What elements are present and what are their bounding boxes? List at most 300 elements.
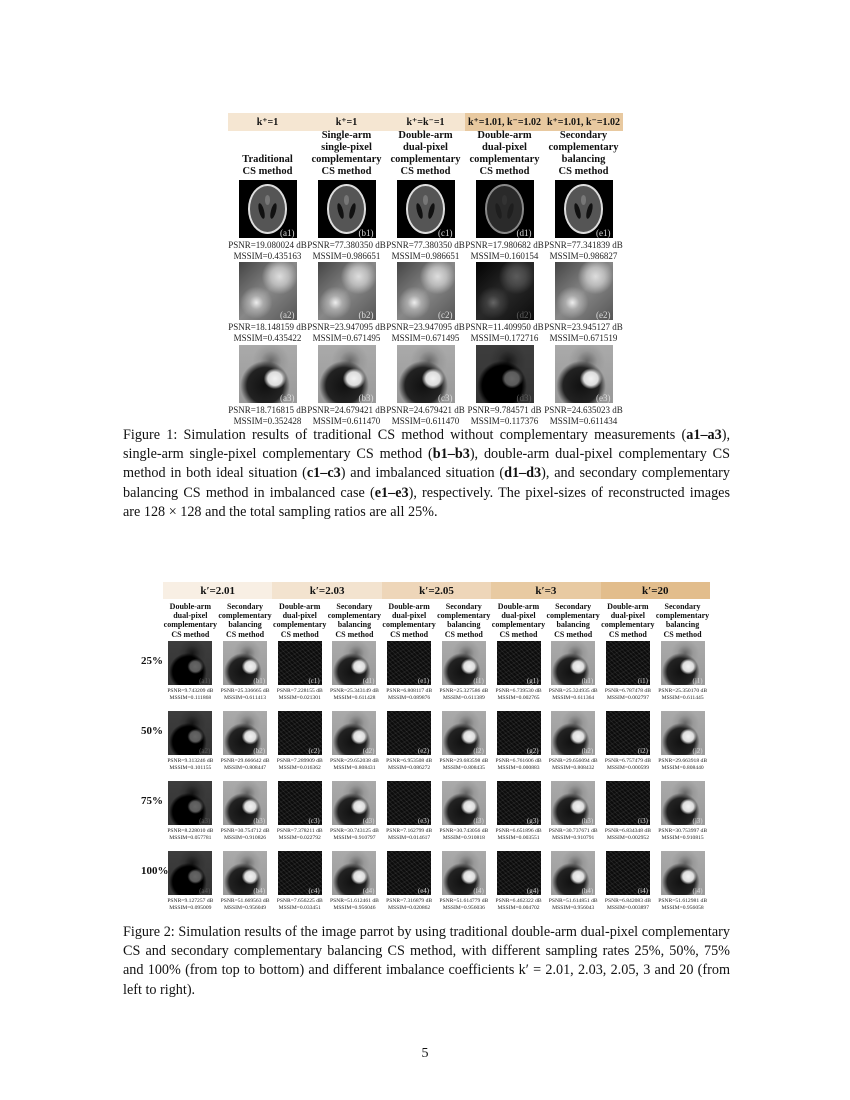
image-label: (d2) [362,747,375,755]
method-label: Secondary complementary balancing CS method [218,602,272,639]
image-label: (c1) [438,228,453,238]
mssim-value: MSSIM=0.435422 [233,332,302,343]
noise-image [278,711,322,755]
result-cell [386,262,465,344]
psnr-value: PSNR=23.947095 dB [307,322,386,332]
result-cell [163,851,218,911]
metrics [382,828,437,841]
metrics [386,240,465,262]
noise-image [606,851,650,895]
caption-text: Figure 1: Simulation results of traditional CS method without complementary measurements ( [123,427,687,443]
mssim-value: MSSIM=0.986651 [312,250,381,261]
result-cell [327,641,382,701]
psnr-value: PSNR=29.652038 dB [330,758,379,764]
result-cell [228,262,307,344]
mssim-value: MSSIM=0.910797 [333,834,376,841]
caption-ref: b1–b3 [432,446,470,463]
metrics [655,688,710,701]
image-label: (f3) [473,817,484,825]
result-cell [386,180,465,262]
result-cell [382,711,437,771]
mssim-value: MSSIM=0.671495 [312,332,381,343]
mssim-value: MSSIM=0.956036 [442,904,485,911]
psnr-value: PSNR=7.378211 dB [276,828,323,834]
mssim-value: MSSIM=0.004702 [497,904,540,911]
parrot-image [332,851,376,895]
result-cell [601,641,656,701]
method-label: Double-arm dual-pixel complementary CS method [491,602,546,639]
metrics [546,688,601,701]
phantom-ellipse [406,184,445,234]
parrot-image [332,641,376,685]
mssim-value: MSSIM=0.002952 [606,834,650,841]
image-label: (g2) [526,747,539,755]
metrics [327,828,382,841]
result-cell [465,180,544,262]
psnr-value: PSNR=24.679421 dB [307,405,386,415]
sampling-rate-label: 25% [141,655,163,667]
column-header: k′=3 [491,582,600,599]
psnr-value: PSNR=51.669563 dB [220,898,270,904]
image-label: (g1) [526,677,539,685]
psnr-value: PSNR=6.842083 dB [604,898,651,904]
metrics [228,240,307,262]
metrics [601,898,656,911]
mssim-value: MSSIM=0.611428 [333,694,376,701]
psnr-value: PSNR=6.787478 dB [604,688,651,694]
psnr-value: PSNR=7.656225 dB [276,898,323,904]
mssim-value: MSSIM=0.611470 [312,415,381,426]
noise-image [606,641,650,685]
parrot-image [332,781,376,825]
metrics [307,240,386,262]
result-cell [228,180,307,262]
metrics [307,322,386,344]
result-cell [546,781,601,841]
mssim-value: MSSIM=0.003897 [606,904,650,911]
mssim-value: MSSIM=0.002797 [606,694,650,701]
metrics [382,898,437,911]
noise-image [497,711,541,755]
phantom-left-lobe [415,203,424,219]
parrot-image [442,711,486,755]
image-label: (c4) [308,887,320,895]
psnr-value: PSNR=29.666642 dB [220,758,270,764]
psnr-value: PSNR=6.462322 dB [495,898,542,904]
figure-2-header-row [163,582,710,599]
metrics [218,828,273,841]
result-cell [491,781,546,841]
image-label: (d3) [516,393,532,403]
mssim-value: MSSIM=0.808440 [661,764,704,771]
metrics [465,240,544,262]
image-label: (h1) [581,677,594,685]
phantom-image [397,180,455,238]
mssim-value: MSSIM=0.671495 [391,332,460,343]
parrot-image [551,781,595,825]
mssim-value: MSSIM=0.986827 [549,250,618,261]
column-header: k′=2.03 [272,582,381,599]
mssim-value: MSSIM=0.956043 [552,904,595,911]
result-cell [465,345,544,427]
image-label: (h4) [581,887,594,895]
result-cell [491,711,546,771]
column-header: k⁺=k⁻=1 [386,113,465,131]
image-label: (i3) [637,817,648,825]
caption-text: ), and secondary complementary balancing CS method in imbalanced case ( [123,465,730,501]
phantom-left-lobe [336,203,345,219]
metrics [386,405,465,427]
image-label: (i2) [637,747,648,755]
image-label: (e4) [417,887,430,895]
image-label: (g4) [526,887,539,895]
result-cell [307,180,386,262]
psnr-value: PSNR=6.761606 dB [495,758,542,764]
noise-image [606,711,650,755]
page-number: 5 [421,1046,429,1061]
mssim-value: MSSIM=0.160154 [470,250,539,261]
psnr-value: PSNR=29.683598 dB [439,758,489,764]
caption-text: ), single-arm single-pixel complementary CS method ( [123,427,730,463]
psnr-value: PSNR=19.080024 dB [228,240,307,250]
result-cell [218,781,273,841]
parrot-image [661,781,705,825]
image-label: (d3) [362,817,375,825]
phantom-right-lobe [269,203,278,219]
mssim-value: MSSIM=0.033451 [278,904,321,911]
metrics [307,405,386,427]
result-cell [437,641,492,701]
psnr-value: PSNR=51.612981 dB [658,898,708,904]
parrot-image [551,851,595,895]
psnr-value: PSNR=77.380350 dB [386,240,465,250]
result-cell [163,641,218,701]
parrot-image [442,851,486,895]
image-label: (a2) [199,747,211,755]
mssim-value: MSSIM=0.808447 [223,764,267,771]
psnr-value: PSNR=30.754712 dB [220,828,270,834]
mssim-value: MSSIM=0.910818 [442,834,485,841]
result-cell [382,641,437,701]
mssim-value: MSSIM=0.000599 [606,764,650,771]
noise-image [387,781,431,825]
result-cell [386,345,465,427]
mssim-value: MSSIM=0.956049 [223,904,267,911]
image-label: (c2) [438,310,453,320]
mssim-value: MSSIM=0.016362 [278,764,321,771]
psnr-value: PSNR=25.350170 dB [658,688,708,694]
mssim-value: MSSIM=0.117376 [470,415,539,426]
psnr-value: PSNR=77.341839 dB [544,240,623,250]
result-cell [655,711,710,771]
parrot-image [551,641,595,685]
metrics [437,828,492,841]
mssim-value: MSSIM=0.910791 [552,834,595,841]
result-cell [327,711,382,771]
metrics [382,688,437,701]
result-cell [327,781,382,841]
noise-image [387,851,431,895]
image-label: (f1) [473,677,484,685]
parrot-image [239,345,297,403]
psnr-value: PSNR=29.656094 dB [548,758,598,764]
mssim-value: MSSIM=0.611364 [552,694,595,701]
result-cell [272,641,327,701]
mssim-value: MSSIM=0.808432 [552,764,595,771]
psnr-value: PSNR=17.980682 dB [465,240,544,250]
mssim-value: MSSIM=0.111868 [169,694,212,701]
mssim-value: MSSIM=0.003551 [497,834,540,841]
phantom-center [423,195,429,205]
noise-image [387,711,431,755]
parrot dim-image [168,711,212,755]
image-label: (e1) [417,677,430,685]
method-label: Secondary complementary balancing CS method [546,602,600,639]
parrot-image [223,781,267,825]
psnr-value: PSNR=6.739530 dB [495,688,542,694]
method-label: Secondary complementary balancing CS method [548,129,619,177]
phantom-ellipse [564,184,603,234]
noise-image [387,641,431,685]
mssim-value: MSSIM=0.611434 [549,415,618,426]
method-label: Double-arm dual-pixel complementary CS method [273,602,327,639]
noise-image [497,641,541,685]
metrics [218,898,273,911]
result-cell [307,345,386,427]
image-label: (e2) [417,747,430,755]
mssim-value: MSSIM=0.435163 [233,250,302,261]
parrot-image [661,641,705,685]
metrics [163,828,218,841]
phantom-ellipse [327,184,366,234]
result-cell [437,851,492,911]
image-label: (d2) [516,310,532,320]
result-cell [546,851,601,911]
mssim-value: MSSIM=0.002765 [497,694,540,701]
psnr-value: PSNR=25.336665 dB [220,688,270,694]
result-cell [437,711,492,771]
result-cell [163,781,218,841]
mssim-value: MSSIM=0.956058 [661,904,704,911]
metrics [491,758,546,771]
mssim-value: MSSIM=0.172716 [470,332,539,343]
metrics [228,322,307,344]
metrics [601,758,656,771]
metrics [382,758,437,771]
psnr-value: PSNR=77.380350 dB [307,240,386,250]
parrot-image [223,851,267,895]
parrot dim-image [476,345,534,403]
image-label: (f2) [473,747,484,755]
psnr-value: PSNR=25.324935 dB [548,688,598,694]
mssim-value: MSSIM=0.910826 [223,834,267,841]
result-cell [327,851,382,911]
mssim-value: MSSIM=0.956046 [333,904,376,911]
figure-2-method-row [163,602,710,639]
metrics [272,898,327,911]
phantom-right-lobe [585,203,594,219]
phantom-right-lobe [427,203,436,219]
image-label: (i4) [637,887,648,895]
phantom-ellipse [485,184,524,234]
mssim-value: MSSIM=0.910815 [661,834,704,841]
image-label: (a3) [199,817,211,825]
phantom-left-lobe [494,203,503,219]
noise-image [497,851,541,895]
method-label: Secondary complementary balancing CS method [327,602,382,639]
psnr-value: PSNR=18.716815 dB [228,405,307,415]
metrics [655,828,710,841]
psnr-value: PSNR=51.614779 dB [439,898,489,904]
mssim-value: MSSIM=0.020862 [388,904,431,911]
metrics [601,688,656,701]
phantom-center [502,195,508,205]
metrics [491,898,546,911]
caption-text: ) and imbalanced situation ( [340,465,505,482]
image-label: (c3) [438,393,453,403]
column-header: k′=2.05 [382,582,491,599]
mssim-value: MSSIM=0.808435 [442,764,485,771]
phantom-center [265,195,271,205]
metrics [163,688,218,701]
psnr-value: PSNR=51.612461 dB [330,898,379,904]
parrot-image [397,345,455,403]
psnr-value: PSNR=24.679421 dB [386,405,465,415]
column-header: k′=20 [601,582,710,599]
image-label: (f4) [473,887,484,895]
column-header: k⁺=1.01, k⁻=1.02 [544,113,623,131]
metrics [163,898,218,911]
figure-1-caption [123,426,730,522]
parrot-image [332,711,376,755]
noise-image [497,781,541,825]
photo dim-image [476,262,534,320]
psnr-value: PSNR=25.343149 dB [330,688,379,694]
result-cell [465,262,544,344]
image-label: (a1) [199,677,211,685]
phantom-right-lobe [506,203,515,219]
psnr-value: PSNR=51.614851 dB [548,898,598,904]
image-label: (a2) [280,310,295,320]
metrics [272,828,327,841]
column-header: k⁺=1 [307,113,386,131]
psnr-value: PSNR=30.743056 dB [439,828,489,834]
psnr-value: PSNR=9.127257 dB [167,898,214,904]
image-label: (b2) [253,747,266,755]
metrics [546,898,601,911]
parrot-image [442,641,486,685]
caption-ref: a1–a3 [686,427,722,443]
parrot-image [442,781,486,825]
metrics [601,828,656,841]
method-label: Double-arm dual-pixel complementary CS method [163,602,217,639]
metrics [544,405,623,427]
mssim-value: MSSIM=0.021301 [278,694,321,701]
result-cell [601,781,656,841]
result-cell [382,851,437,911]
psnr-value: PSNR=6.808117 dB [386,688,433,694]
image-label: (a4) [199,887,211,895]
metrics [272,758,327,771]
psnr-value: PSNR=7.228155 dB [276,688,323,694]
method-label: Double-arm dual-pixel complementary CS method [601,602,655,639]
psnr-value: PSNR=6.651896 dB [495,828,542,834]
image-label: (b3) [358,393,374,403]
result-cell [544,262,623,344]
parrot-image [223,711,267,755]
method-label: Double-arm dual-pixel complementary CS method [469,129,540,177]
mssim-value: MSSIM=0.611389 [442,694,485,701]
psnr-value: PSNR=24.635023 dB [544,405,623,415]
psnr-value: PSNR=7.289909 dB [276,758,323,764]
metrics [465,322,544,344]
method-label: Traditional CS method [242,153,293,177]
result-cell [544,345,623,427]
psnr-value: PSNR=23.947095 dB [386,322,465,332]
phantom-right-lobe [348,203,357,219]
sampling-rate-label: 75% [141,795,163,807]
metrics [218,688,273,701]
method-label: Double-arm dual-pixel complementary CS method [390,129,461,177]
result-cell [272,851,327,911]
result-cell [491,851,546,911]
method-label: Secondary complementary balancing CS method [655,602,710,639]
phantom-left-lobe [573,203,582,219]
metrics [272,688,327,701]
method-label: Double-arm dual-pixel complementary CS method [382,602,436,639]
mssim-value: MSSIM=0.057781 [169,834,212,841]
result-cell [307,262,386,344]
metrics [437,898,492,911]
image-label: (b1) [358,228,374,238]
psnr-value: PSNR=7.162799 dB [386,828,433,834]
caption-ref: c1–c3 [306,465,341,482]
photo-image [318,262,376,320]
metrics [228,405,307,427]
mssim-value: MSSIM=0.101155 [169,764,212,771]
metrics [437,688,492,701]
phantom-image [318,180,376,238]
metrics [491,688,546,701]
result-cell [218,851,273,911]
psnr-value: PSNR=9.313246 dB [167,758,214,764]
method-label: Secondary complementary balancing CS method [437,602,491,639]
image-label: (j3) [692,817,703,825]
mssim-value: MSSIM=0.611413 [224,694,267,701]
mssim-value: MSSIM=0.611470 [391,415,460,426]
mssim-value: MSSIM=0.611445 [661,694,704,701]
result-cell [601,851,656,911]
parrot-image [318,345,376,403]
caption-text: ), double-arm dual-pixel complementary CS method in both ideal situation ( [123,446,730,482]
image-label: (d1) [516,228,532,238]
metrics [327,758,382,771]
mssim-value: MSSIM=0.089876 [388,694,431,701]
mssim-value: MSSIM=0.000883 [497,764,540,771]
result-cell [655,641,710,701]
metrics [546,828,601,841]
figure-1-header-row [228,113,623,131]
psnr-value: PSNR=6.757479 dB [604,758,651,764]
column-header: k⁺=1 [228,113,307,131]
result-cell [546,641,601,701]
caption-ref: e1–e3 [374,484,409,501]
phantom-ellipse [248,184,287,234]
metrics [327,688,382,701]
caption-ref: d1–d3 [504,465,542,482]
sampling-rate-label: 50% [141,725,163,737]
mssim-value: MSSIM=0.022792 [278,834,321,841]
